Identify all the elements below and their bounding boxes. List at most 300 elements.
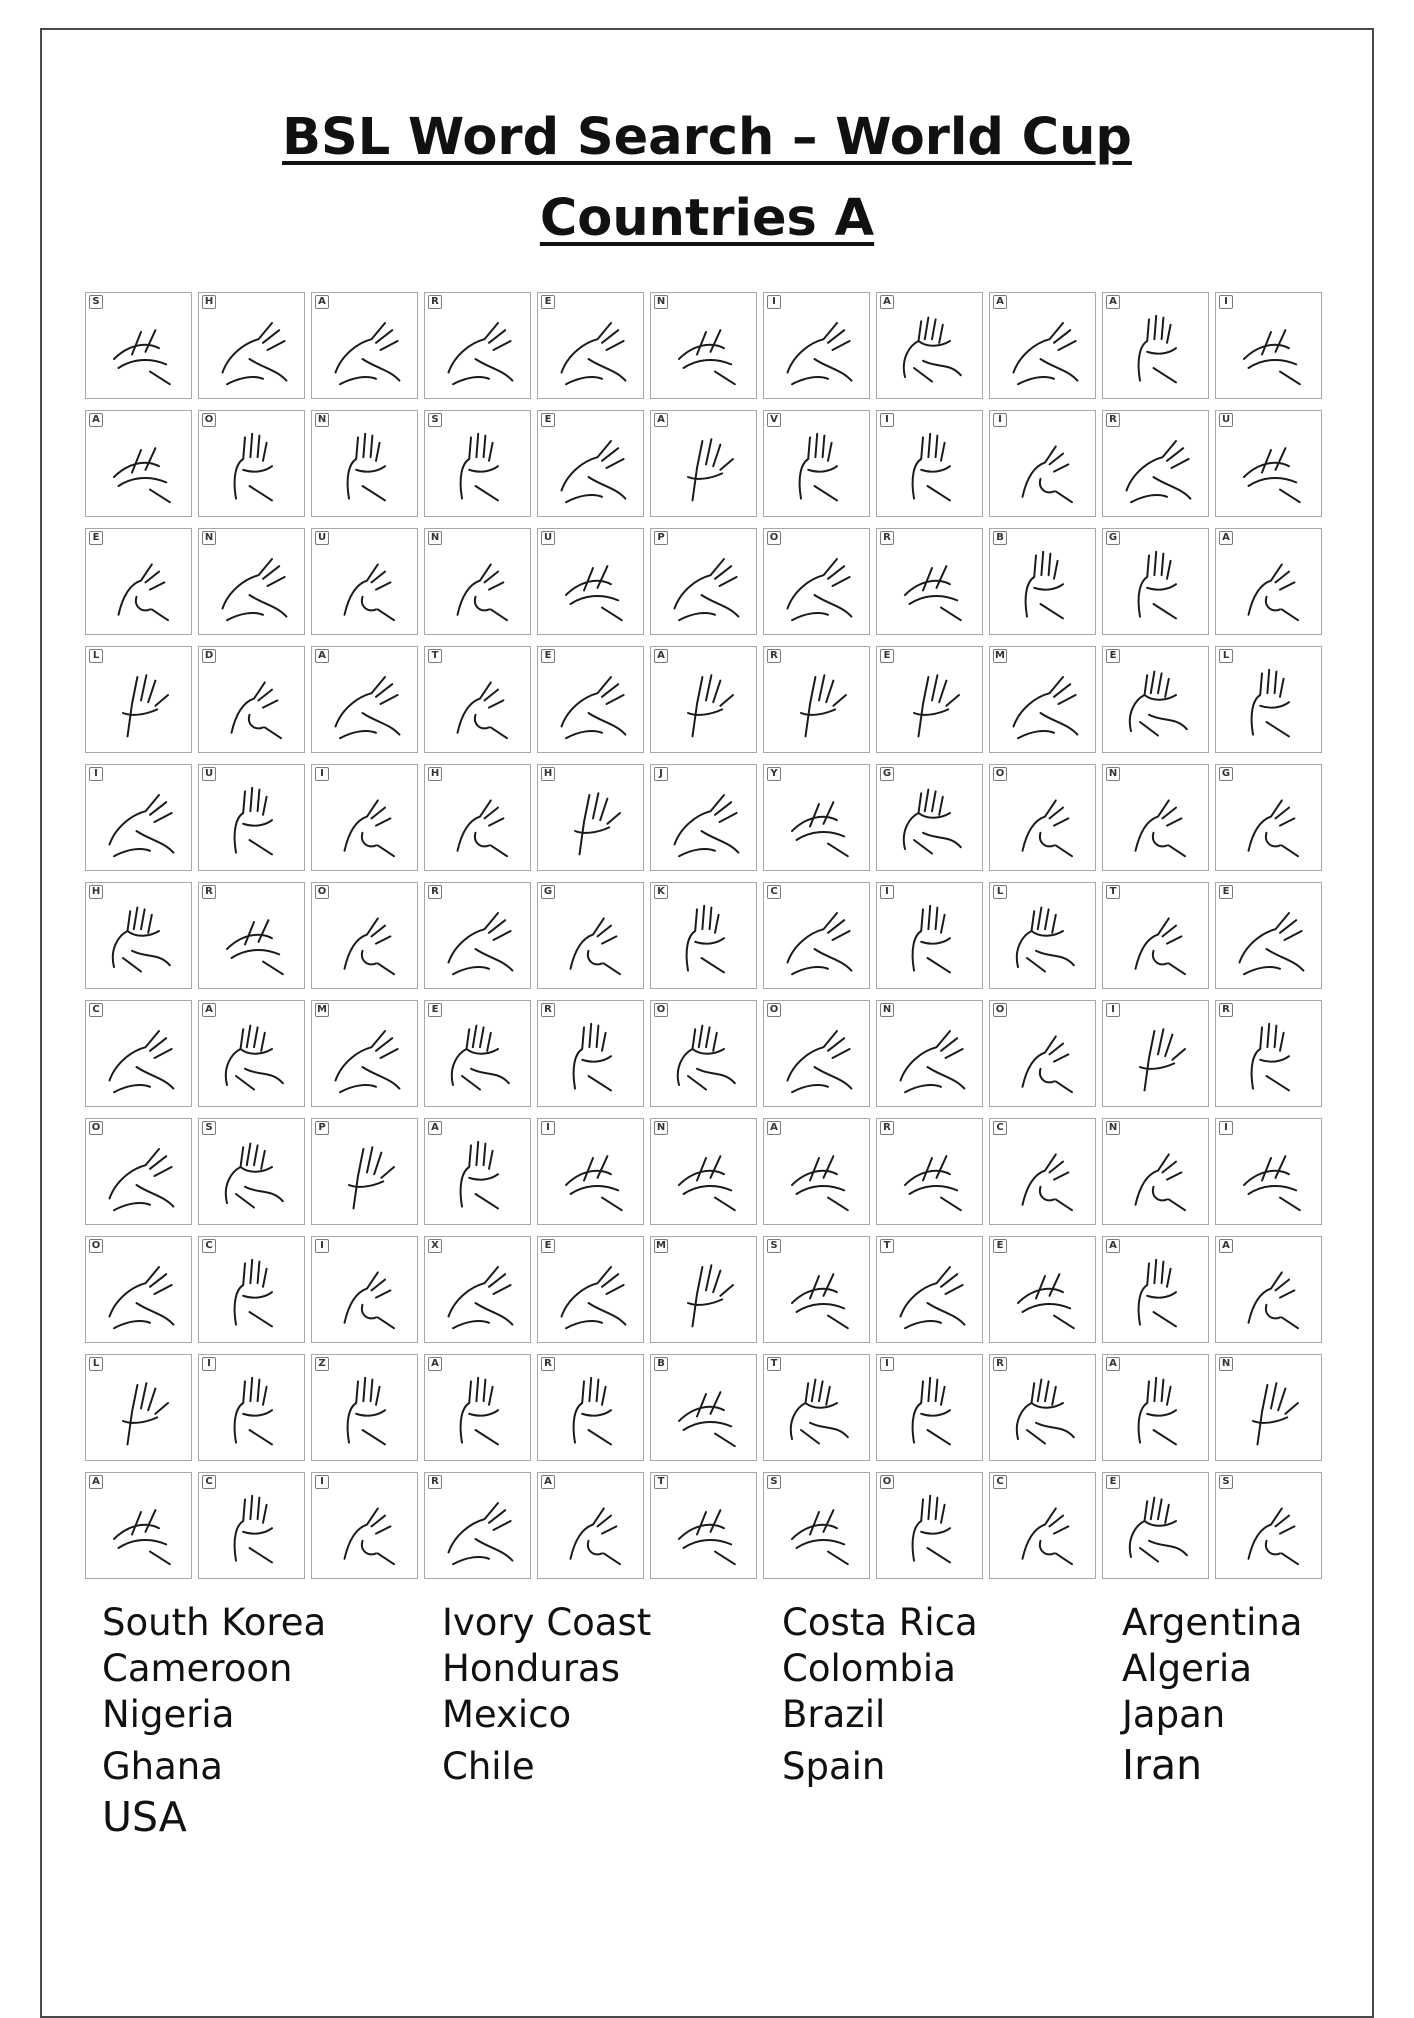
sign-hand-icon [774,305,864,395]
grid-cell [424,646,531,753]
cell-letter: O [993,1003,1007,1017]
sign-hand-icon [887,895,977,985]
grid-cell [650,1000,757,1107]
cell-letter: N [880,1003,894,1017]
sign-hand-icon [774,541,864,631]
sign-hand-icon [1000,423,1090,513]
cell-letter: C [767,885,781,899]
sign-hand-icon [1000,305,1090,395]
grid-cell [85,646,192,753]
sign-hand-icon [209,1013,299,1103]
grid-cell [537,1472,644,1579]
cell-letter: E [1106,649,1120,663]
sign-hand-icon [96,541,186,631]
sign-hand-icon [774,1485,864,1575]
cell-letter: G [1219,767,1233,781]
grid-cell [763,764,870,871]
cell-letter: M [654,1239,668,1253]
sign-hand-icon [1000,1249,1090,1339]
word-item: Japan [1122,1693,1226,1736]
sign-hand-icon [435,1367,525,1457]
sign-hand-icon [548,423,638,513]
sign-hand-icon [96,659,186,749]
cell-letter: A [654,649,668,663]
grid-cell [650,646,757,753]
grid-cell [311,1118,418,1225]
grid-cell [763,1472,870,1579]
sign-hand-icon [96,895,186,985]
grid-cell [876,1236,983,1343]
word-item: Nigeria [102,1693,235,1736]
cell-letter: J [654,767,668,781]
sign-hand-icon [96,305,186,395]
grid-cell [1215,646,1322,753]
sign-hand-icon [548,659,638,749]
grid-cell [85,882,192,989]
cell-letter: L [89,1357,103,1371]
sign-hand-icon [1113,777,1203,867]
grid-cell [1215,410,1322,517]
cell-letter: E [1219,885,1233,899]
cell-letter: M [993,649,1007,663]
sign-hand-icon [1226,1367,1316,1457]
sign-hand-icon [661,777,751,867]
grid-cell [198,292,305,399]
cell-letter: A [767,1121,781,1135]
cell-letter: A [880,295,894,309]
word-column-2 [442,1600,651,1790]
sign-hand-icon [887,1249,977,1339]
grid-cell [198,1118,305,1225]
grid-cell [311,292,418,399]
sign-hand-icon [1226,659,1316,749]
grid-cell [989,882,1096,989]
grid-cell [1102,646,1209,753]
cell-letter: H [89,885,103,899]
sign-hand-icon [661,305,751,395]
cell-letter: R [541,1357,555,1371]
cell-letter: C [993,1121,1007,1135]
cell-letter: A [654,413,668,427]
cell-letter: I [315,1239,329,1253]
sign-hand-icon [209,1367,299,1457]
cell-letter: S [1219,1475,1233,1489]
grid-cell [1102,1236,1209,1343]
cell-letter: R [1106,413,1120,427]
grid-cell [989,646,1096,753]
grid-cell [989,1000,1096,1107]
sign-hand-icon [887,423,977,513]
grid-cell [1102,292,1209,399]
word-item: Costa Rica [782,1601,978,1644]
word-item: Iran [1122,1741,1203,1789]
sign-hand-icon [548,541,638,631]
sign-hand-icon [548,1013,638,1103]
cell-letter: A [1106,295,1120,309]
cell-letter: L [89,649,103,663]
word-item: Colombia [782,1647,956,1690]
sign-hand-icon [435,1249,525,1339]
cell-letter: A [202,1003,216,1017]
cell-letter: H [541,767,555,781]
sign-hand-icon [1226,777,1316,867]
grid-cell [650,1118,757,1225]
grid-cell [1215,528,1322,635]
grid-cell [85,292,192,399]
grid-cell [424,1354,531,1461]
cell-letter: A [428,1357,442,1371]
sign-hand-icon [96,1485,186,1575]
sign-hand-icon [435,659,525,749]
sign-hand-icon [322,423,412,513]
grid-cell [1215,882,1322,989]
cell-letter: I [993,413,1007,427]
grid-cell [198,1000,305,1107]
cell-letter: G [1106,531,1120,545]
grid-cell [311,882,418,989]
title-line-2: Countries A [539,189,875,248]
sign-hand-icon [661,895,751,985]
grid-cell [198,1354,305,1461]
grid-cell [198,410,305,517]
grid-cell [85,1000,192,1107]
grid-cell [311,1472,418,1579]
word-item: South Korea [102,1601,327,1644]
cell-letter: R [993,1357,1007,1371]
sign-hand-icon [322,1485,412,1575]
sign-hand-icon [1000,541,1090,631]
sign-hand-icon [322,541,412,631]
grid-cell [537,1236,644,1343]
sign-hand-icon [661,1367,751,1457]
sign-hand-icon [661,541,751,631]
cell-letter: A [1219,1239,1233,1253]
cell-letter: A [541,1475,555,1489]
cell-letter: O [880,1475,894,1489]
grid-cell [537,646,644,753]
cell-letter: A [315,295,329,309]
grid-cell [537,882,644,989]
sign-hand-icon [887,1367,977,1457]
grid-cell [1215,1000,1322,1107]
grid-cell [1102,1118,1209,1225]
cell-letter: U [202,767,216,781]
grid-cell [650,410,757,517]
grid-cell [1215,292,1322,399]
grid-cell [763,1118,870,1225]
sign-hand-icon [322,1367,412,1457]
grid-cell [1102,764,1209,871]
word-item: USA [102,1793,187,1841]
grid-cell [85,1354,192,1461]
cell-letter: I [880,885,894,899]
cell-letter: C [202,1475,216,1489]
cell-letter: S [202,1121,216,1135]
cell-letter: O [89,1121,103,1135]
grid-cell [989,1236,1096,1343]
grid-cell [989,1472,1096,1579]
grid-cell [311,1354,418,1461]
sign-hand-icon [1113,541,1203,631]
cell-letter: R [880,531,894,545]
grid-cell [311,1236,418,1343]
grid-cell [650,292,757,399]
sign-hand-icon [1000,777,1090,867]
cell-letter: U [315,531,329,545]
sign-hand-icon [435,1485,525,1575]
sign-hand-icon [322,777,412,867]
sign-hand-icon [322,1013,412,1103]
grid-cell [537,292,644,399]
sign-hand-icon [322,305,412,395]
sign-hand-icon [1226,1249,1316,1339]
cell-letter: V [767,413,781,427]
grid-cell [198,646,305,753]
sign-hand-icon [661,1485,751,1575]
grid-cell [763,410,870,517]
grid-cell [876,1472,983,1579]
cell-letter: R [202,885,216,899]
grid-cell [424,292,531,399]
sign-hand-icon [774,777,864,867]
grid-cell [198,1236,305,1343]
sign-hand-icon [435,1013,525,1103]
cell-letter: O [89,1239,103,1253]
sign-hand-icon [774,1131,864,1221]
grid-cell [763,1000,870,1107]
sign-hand-icon [548,305,638,395]
cell-letter: O [654,1003,668,1017]
cell-letter: N [428,531,442,545]
word-item: Algeria [1122,1647,1253,1690]
sign-hand-icon [96,777,186,867]
grid-cell [1102,1000,1209,1107]
sign-hand-icon [209,541,299,631]
word-item: Spain [782,1745,886,1788]
sign-hand-icon [435,423,525,513]
cell-letter: N [1106,1121,1120,1135]
sign-hand-icon [322,1131,412,1221]
cell-letter: B [993,531,1007,545]
sign-hand-icon [322,1249,412,1339]
sign-hand-icon [887,777,977,867]
cell-letter: R [428,1475,442,1489]
grid-cell [876,882,983,989]
cell-letter: R [1219,1003,1233,1017]
grid-cell [763,292,870,399]
sign-hand-icon [1226,1485,1316,1575]
cell-letter: D [202,649,216,663]
cell-letter: Z [315,1357,329,1371]
grid-cell [876,1354,983,1461]
cell-letter: T [880,1239,894,1253]
grid-cell [650,882,757,989]
cell-letter: C [89,1003,103,1017]
sign-hand-icon [209,1249,299,1339]
cell-letter: L [993,885,1007,899]
sign-hand-icon [774,1013,864,1103]
sign-hand-icon [1226,305,1316,395]
grid-cell [989,1118,1096,1225]
sign-hand-icon [661,1013,751,1103]
sign-hand-icon [661,659,751,749]
grid-cell [537,410,644,517]
cell-letter: E [428,1003,442,1017]
sign-hand-icon [209,659,299,749]
cell-letter: N [202,531,216,545]
sign-hand-icon [435,895,525,985]
cell-letter: N [1106,767,1120,781]
cell-letter: I [315,1475,329,1489]
cell-letter: H [428,767,442,781]
grid-cell [1102,1354,1209,1461]
grid-cell [85,410,192,517]
sign-hand-icon [774,423,864,513]
cell-letter: L [1219,649,1233,663]
grid-cell [1215,1236,1322,1343]
grid-cell [876,410,983,517]
sign-hand-icon [1000,1131,1090,1221]
sign-hand-icon [96,1367,186,1457]
word-item: Cameroon [102,1647,293,1690]
sign-hand-icon [1226,423,1316,513]
cell-letter: I [315,767,329,781]
cell-letter: A [1219,531,1233,545]
sign-hand-icon [1226,541,1316,631]
cell-letter: S [767,1475,781,1489]
grid-cell [537,1354,644,1461]
cell-letter: E [993,1239,1007,1253]
grid-cell [1215,1354,1322,1461]
grid-cell [85,528,192,635]
sign-hand-icon [548,1131,638,1221]
grid-cell [311,410,418,517]
cell-letter: K [654,885,668,899]
grid-cell [1102,882,1209,989]
word-item: Honduras [442,1647,621,1690]
grid-cell [424,528,531,635]
cell-letter: E [541,413,555,427]
cell-letter: P [315,1121,329,1135]
sign-hand-icon [887,1013,977,1103]
grid-cell [85,1236,192,1343]
sign-hand-icon [1000,1367,1090,1457]
sign-hand-icon [1226,1131,1316,1221]
sign-hand-icon [887,659,977,749]
cell-letter: E [880,649,894,663]
cell-letter: N [315,413,329,427]
grid-cell [1215,1472,1322,1579]
cell-letter: A [89,413,103,427]
cell-letter: I [767,295,781,309]
sign-hand-icon [1226,895,1316,985]
cell-letter: C [202,1239,216,1253]
grid-cell [311,646,418,753]
cell-letter: E [89,531,103,545]
word-column-1 [102,1600,326,1840]
grid-cell [763,882,870,989]
sign-hand-icon [209,1485,299,1575]
grid-cell [876,292,983,399]
sign-hand-icon [1113,423,1203,513]
grid-cell [989,410,1096,517]
cell-letter: O [767,1003,781,1017]
grid-cell [763,1236,870,1343]
cell-letter: R [880,1121,894,1135]
word-item: Ivory Coast [442,1601,652,1644]
grid-cell [763,528,870,635]
cell-letter: S [89,295,103,309]
cell-letter: R [541,1003,555,1017]
cell-letter: I [1106,1003,1120,1017]
sign-hand-icon [435,777,525,867]
sign-hand-icon [96,1013,186,1103]
cell-letter: E [1106,1475,1120,1489]
sign-hand-icon [774,895,864,985]
sign-hand-icon [322,659,412,749]
cell-letter: M [315,1003,329,1017]
sign-hand-icon [209,1131,299,1221]
grid-cell [876,764,983,871]
cell-letter: S [428,413,442,427]
sign-hand-icon [435,541,525,631]
grid-cell [424,764,531,871]
cell-letter: P [654,531,668,545]
grid-cell [1215,764,1322,871]
cell-letter: T [767,1357,781,1371]
sign-hand-icon [435,1131,525,1221]
sign-hand-icon [1113,659,1203,749]
sign-hand-icon [209,423,299,513]
cell-letter: N [1219,1357,1233,1371]
sign-hand-icon [209,305,299,395]
cell-letter: R [428,885,442,899]
grid-cell [198,764,305,871]
grid-cell [424,410,531,517]
cell-letter: O [202,413,216,427]
sign-hand-icon [774,1249,864,1339]
sign-hand-icon [548,777,638,867]
cell-letter: R [767,649,781,663]
sign-hand-icon [548,1485,638,1575]
cell-letter: I [1219,295,1233,309]
cell-letter: I [89,767,103,781]
word-item: Chile [442,1745,535,1788]
grid-cell [537,1000,644,1107]
word-item: Ghana [102,1745,223,1788]
word-column-4 [1122,1600,1302,1788]
cell-letter: I [541,1121,555,1135]
grid-cell [1215,1118,1322,1225]
grid-cell [876,1000,983,1107]
grid-cell [876,528,983,635]
sign-hand-icon [661,423,751,513]
grid-cell [650,528,757,635]
grid-cell [763,646,870,753]
sign-hand-icon [322,895,412,985]
sign-hand-icon [1000,1485,1090,1575]
cell-letter: S [767,1239,781,1253]
grid-cell [763,1354,870,1461]
cell-letter: O [315,885,329,899]
sign-hand-icon [1113,895,1203,985]
cell-letter: A [1106,1239,1120,1253]
cell-letter: A [315,649,329,663]
sign-hand-icon [548,895,638,985]
cell-letter: R [428,295,442,309]
cell-letter: I [202,1357,216,1371]
sign-hand-icon [96,1249,186,1339]
